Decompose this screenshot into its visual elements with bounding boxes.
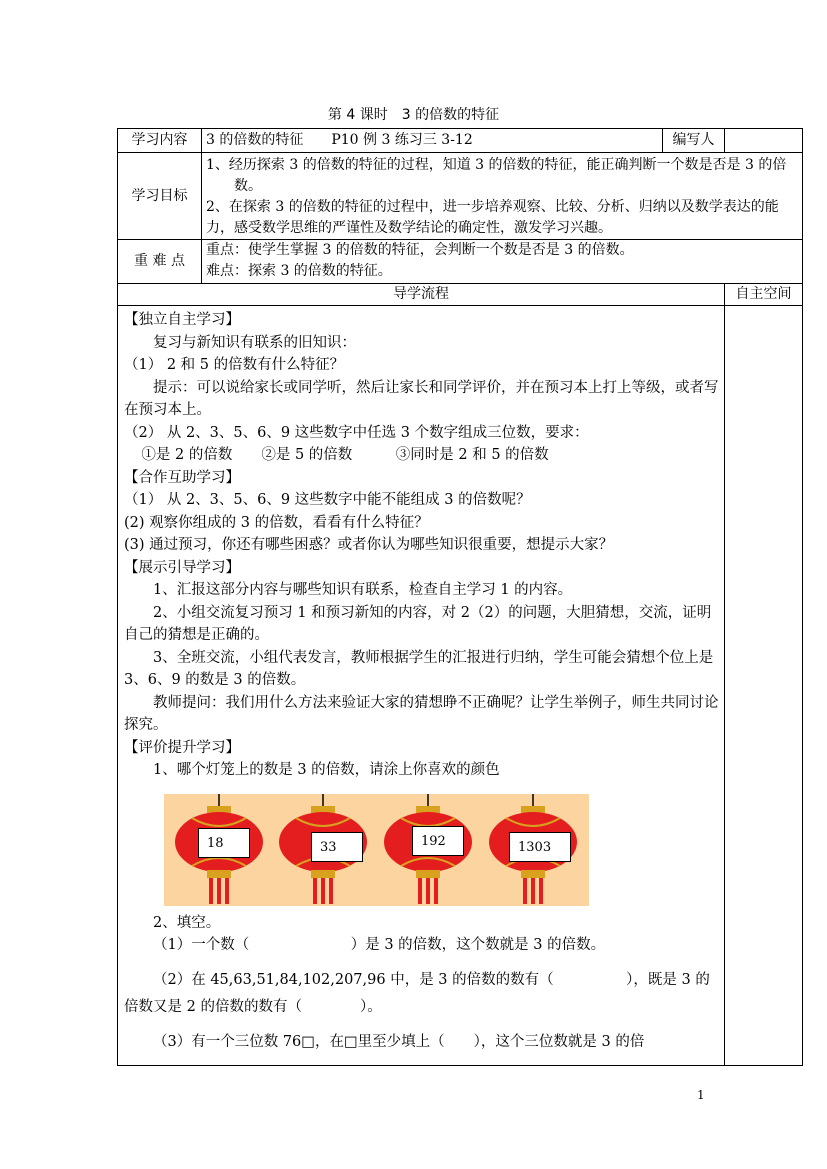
text-line: （3）有一个三位数 76□，在□里至少填上（ ），这个三位数就是 3 的倍 (153, 1033, 645, 1050)
flow-content (118, 306, 725, 1066)
lantern-image (164, 794, 589, 906)
section-independent: 【独立自主学习】 (124, 312, 240, 328)
text-line: 2、填空。 (153, 914, 221, 931)
text-line: ①是 2 的倍数 ②是 5 的倍数 ③同时是 2 和 5 的倍数 (141, 447, 549, 463)
text-line: （2） 从 2、3、5、6、9 这些数字中任选 3 个数字组成三位数，要求： (124, 424, 589, 441)
content-text: 3 的倍数的特征 P10 例 3 练习三 3-12 (202, 129, 663, 153)
section-cooperative: 【合作互助学习】 (124, 469, 240, 486)
lantern-number: 18 (198, 828, 250, 858)
key-label: 重 难 点 (118, 240, 202, 284)
page-title: 第 4 课时 3 的倍数的特征 (327, 107, 500, 123)
lantern-number: 192 (412, 826, 464, 856)
editor-value (725, 129, 803, 153)
text-line: 2、小组交流复习预习 1 和预习新知的内容，对 2（2）的问题，大胆猜想，交流，证明自己的猜想是正确的。 (124, 604, 712, 643)
text-line: （1） 2 和 5 的倍数有什么特征？ (124, 357, 345, 373)
text-line: (3) 通过预习，你还有哪些困惑？或者你认为哪些知识很重要，想提示大家？ (124, 537, 614, 553)
text-line: （1）一个数（ ）是 3 的倍数，这个数就是 3 的倍数。 (153, 937, 606, 953)
editor-label: 编写人 (663, 129, 725, 153)
space-cell (725, 306, 803, 1066)
goal-label: 学习目标 (118, 153, 202, 240)
section-display: 【展示引导学习】 (124, 559, 240, 576)
section-evaluation: 【评价提升学习】 (124, 739, 240, 756)
text-line: 3、全班交流，小组代表发言，教师根据学生的汇报进行归纳，学生可能会猜想个位上是 3、6、9 的数是 3 的倍数。 (124, 649, 714, 688)
goal-2: 2、在探索 3 的倍数的特征的过程中，进一步培养观察、比较、分析、归纳以及数学表达的能力，感受数学思维的严谨性及数学结论的确定性，激发学习兴趣。 (206, 199, 779, 236)
text-line: 1、哪个灯笼上的数是 3 的倍数，请涂上你喜欢的颜色 (153, 762, 500, 778)
text-line: 提示：可以说给家长或同学听，然后让家长和同学评价，并在预习本上打上等级，或者写在预习本上。 (124, 379, 719, 418)
text-line: （1） 从 2、3、5、6、9 这些数字中能不能组成 3 的倍数呢？ (124, 492, 531, 508)
content-label: 学习内容 (118, 129, 202, 153)
key-2: 难点：探索 3 的倍数的特征。 (206, 263, 392, 279)
key-1: 重点：使学生掌握 3 的倍数的特征，会判断一个数是否是 3 的倍数。 (206, 242, 634, 258)
key-text (202, 240, 803, 284)
lesson-table (117, 128, 803, 1066)
text-line: 1、汇报这部分内容与哪些知识有联系，检查自主学习 1 的内容。 (153, 582, 573, 598)
space-label: 自主空间 (725, 284, 803, 306)
goal-text (202, 153, 803, 240)
lantern-number: 33 (311, 832, 363, 862)
page-number: 1 (697, 1088, 705, 1102)
text-line: （2）在 45,63,51,84,102,207,96 中，是 3 的倍数的数有（ ），既是 3 的倍数又是 2 的倍数的数有（ ）。 (124, 971, 710, 1015)
lantern-number: 1303 (509, 832, 571, 862)
flow-label: 导学流程 (118, 284, 725, 306)
text-line: 复习与新知识有联系的旧知识： (153, 334, 356, 351)
text-line: (2) 观察你组成的 3 的倍数，看看有什么特征？ (124, 514, 429, 531)
text-line: 教师提问：我们用什么方法来验证大家的猜想睁不正确呢？让学生举例子，师生共同讨论探究。 (124, 694, 719, 733)
goal-1: 1、经历探索 3 的倍数的特征的过程，知道 3 的倍数的特征，能正确判断一个数是否是 3 的倍数。 (206, 157, 787, 194)
